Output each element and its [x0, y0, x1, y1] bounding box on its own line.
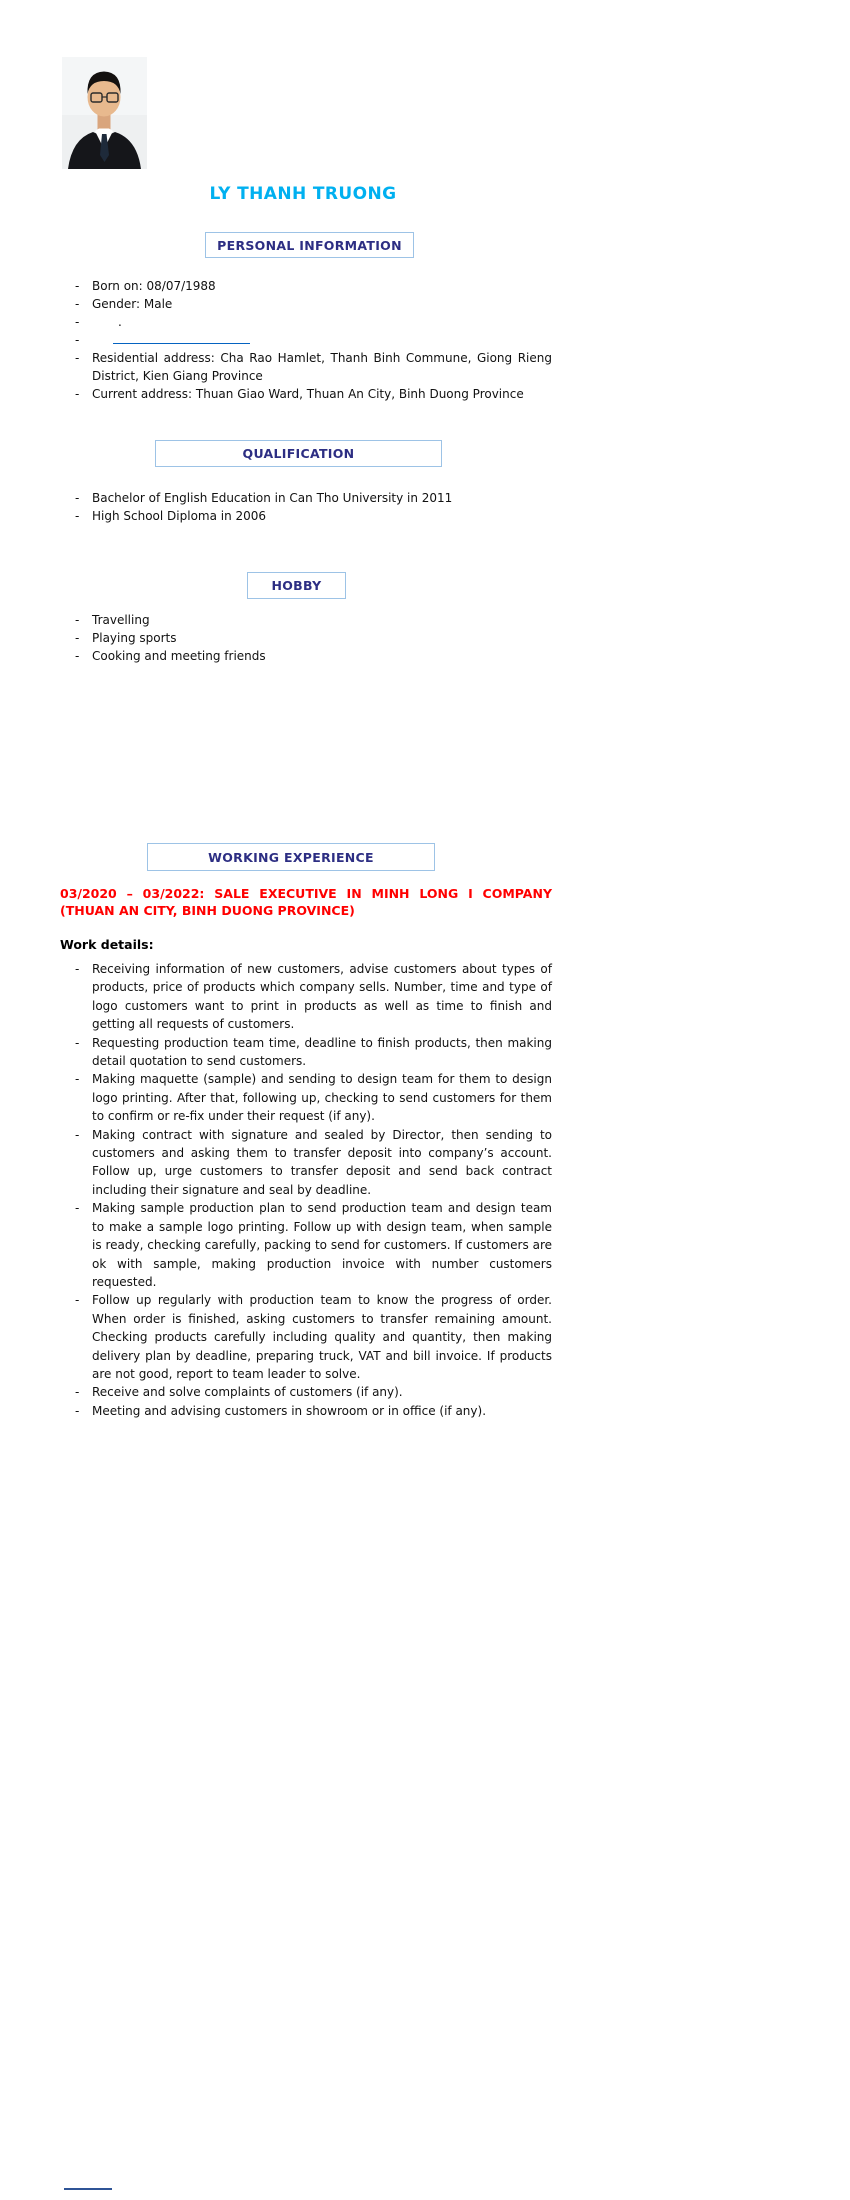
job-title-line-2: (THUAN AN CITY, BINH DUONG PROVINCE): [60, 903, 355, 918]
list-item-blank-link: [60, 331, 552, 349]
work-item: [60, 1126, 552, 1200]
list-item-bachelor: [60, 489, 552, 507]
work-item-text: - Making contract with signature and sealed by Director, then sending to customers and asking them to transfer deposit into company’s account. Follow up, urge customers to transfer deposit and send back contract including their signature and seal by deadline.: [92, 1127, 552, 1197]
work-item-text: - Meeting and advising customers in showroom or in office (if any).: [92, 1403, 487, 1418]
blank-link-container: [92, 331, 552, 349]
list-item-high-school: [60, 507, 552, 525]
experience-section: [60, 885, 552, 1420]
list-item-current-address: [60, 385, 552, 403]
profile-photo: [62, 57, 147, 169]
blank-hyperlink-underline[interactable]: [113, 331, 250, 344]
portrait-illustration: [62, 57, 147, 169]
high-school-text: - High School Diploma in 2006: [92, 509, 267, 523]
section-heading-text: HOBBY: [271, 578, 322, 593]
work-item-text: - Making maquette (sample) and sending to design team for them to design logo printing. After that, following up, checking to send customers for them to confirm or re-fix under their request (if any).: [92, 1072, 552, 1124]
playing-sports-text: - Playing sports: [92, 631, 177, 645]
work-item: [60, 1034, 552, 1071]
section-heading-text: WORKING EXPERIENCE: [208, 849, 374, 865]
work-item-text: - Follow up regularly with production team to know the progress of order. When order is finished, asking customers to transfer remaining amount. Checking products carefully including quality and quantity, then making delivery plan by deadline, preparing truck, VAT and bill invoice. If products are not good, report to team leader to solve.: [92, 1293, 552, 1381]
section-heading-qualification: [155, 440, 442, 467]
list-item-gender: [60, 295, 552, 313]
current-address-text: - Current address: Thuan Giao Ward, Thuan An City, Binh Duong Province: [92, 387, 524, 401]
work-item: [60, 960, 552, 1034]
list-item-playing-sports: [60, 629, 552, 647]
section-heading-working-experience: [147, 843, 435, 871]
list-item-residential-address: [60, 349, 552, 385]
job-title: [60, 885, 552, 919]
personal-info-list: [60, 277, 552, 403]
candidate-name: LY THANH TRUONG: [209, 184, 397, 204]
qualification-list: [60, 489, 552, 525]
work-item-text: - Receive and solve complaints of customers (if any).: [92, 1385, 403, 1400]
section-heading-personal-information: [205, 232, 414, 258]
list-item-born-on: [60, 277, 552, 295]
work-item-text: - Making sample production plan to send production team and design team to make a sample logo printing. Follow up with design team, when sample is ready, checking carefully, packing to send for customers. If customers are ok with sample, making production invoice with number customers requested.: [92, 1201, 552, 1289]
born-on-text: - Born on: 08/07/1988: [92, 279, 216, 293]
work-details-label: Work details:: [60, 937, 154, 952]
list-item-cooking: [60, 647, 552, 665]
section-heading-text: PERSONAL INFORMATION: [217, 237, 402, 253]
work-item: [60, 1291, 552, 1383]
hobby-list: [60, 611, 552, 665]
bachelor-text: - Bachelor of English Education in Can Tho University in 2011: [92, 491, 453, 505]
work-item: [60, 1402, 552, 1420]
work-details-list: [60, 960, 552, 1420]
work-item: [60, 1383, 552, 1401]
work-item: [60, 1199, 552, 1291]
job-title-line-1: 03/2020 – 03/2022: SALE EXECUTIVE IN MINH LONG I COMPANY: [60, 886, 552, 901]
section-heading-hobby: [247, 572, 346, 599]
list-item-travelling: [60, 611, 552, 629]
residential-address-text: - Residential address: Cha Rao Hamlet, Thanh Binh Commune, Giong Rieng District, Kien Giang Province: [92, 351, 552, 383]
empty-dot-text: - .: [118, 315, 122, 329]
travelling-text: - Travelling: [92, 613, 150, 627]
section-heading-text: QUALIFICATION: [242, 446, 355, 461]
work-item-text: - Requesting production team time, deadline to finish products, then making detail quotation to send customers.: [92, 1035, 552, 1069]
footer-link-underline[interactable]: [64, 2188, 112, 2190]
work-item: [60, 1070, 552, 1125]
gender-text: - Gender: Male: [92, 297, 173, 311]
work-item-text: - Receiving information of new customers, advise customers about types of products, price of products which company sells. Number, time and type of logo customers want to print in products as well as time to finish and getting all requests of customers.: [92, 962, 552, 1032]
cooking-text: - Cooking and meeting friends: [92, 649, 266, 663]
list-item-empty-dot: [60, 313, 552, 331]
